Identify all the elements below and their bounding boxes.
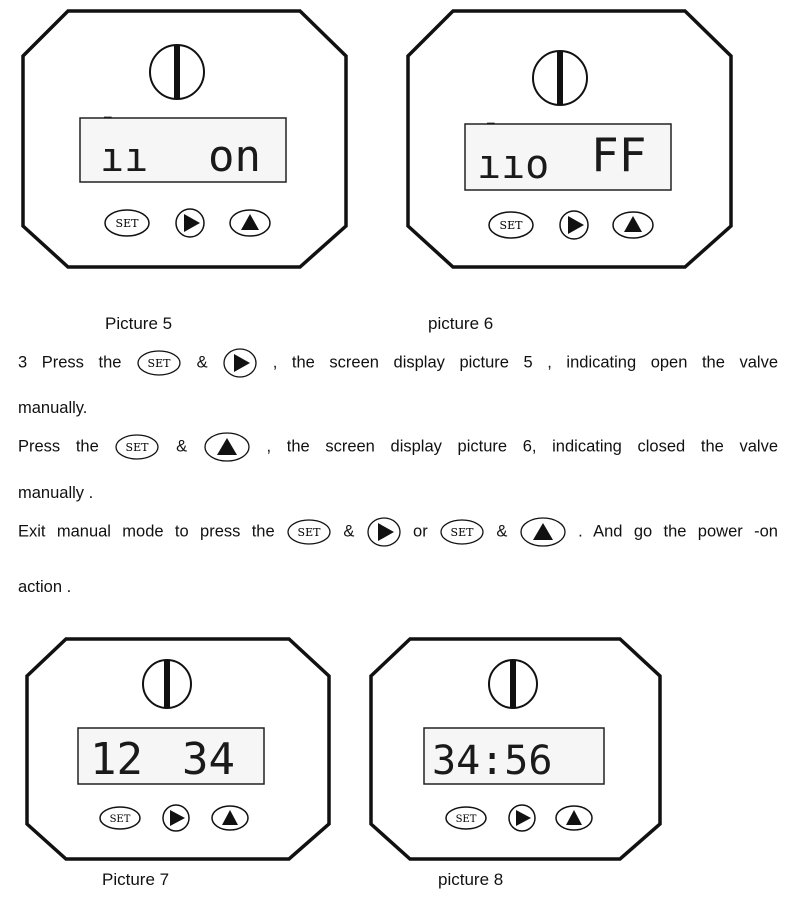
power-knob-icon <box>150 45 204 99</box>
svg-text:SET: SET <box>455 814 477 825</box>
instruction-exit <box>18 516 778 548</box>
device-picture-7 <box>24 636 334 862</box>
ampersand: & <box>196 353 208 372</box>
instruction-exit-cont: action . <box>18 578 72 596</box>
device-picture-8 <box>368 636 664 862</box>
instruction-text: , the screen display picture 6, indicating closed the valve <box>266 437 778 456</box>
ampersand: & <box>343 522 355 541</box>
set-button-icon <box>114 433 160 461</box>
caption-picture-5: Picture 5 <box>105 314 173 333</box>
svg-text:SET: SET <box>499 219 523 232</box>
svg-text:SET: SET <box>115 217 139 230</box>
up-arrow-button[interactable] <box>556 806 592 830</box>
set-button-icon <box>136 349 182 377</box>
right-arrow-button[interactable] <box>509 805 535 831</box>
right-arrow-button-icon <box>222 347 258 379</box>
instruction-text: . And go the power -on <box>578 522 778 541</box>
ampersand: & <box>496 522 508 541</box>
or-word: or <box>413 522 428 541</box>
instruction-text: Press the <box>18 437 99 456</box>
instruction-text: 3 Press the <box>18 353 122 372</box>
instruction-text: Exit manual mode to press the <box>18 522 275 541</box>
lcd-right-text: FF <box>591 128 647 182</box>
svg-text:SET: SET <box>126 441 149 454</box>
set-button[interactable] <box>105 210 149 236</box>
instruction-step3 <box>18 347 778 379</box>
set-button[interactable] <box>100 807 140 829</box>
lcd-left-text: 34:56 <box>432 738 553 784</box>
up-arrow-button[interactable] <box>613 212 653 238</box>
lcd-left-text: ııo <box>477 142 550 188</box>
device-picture-5 <box>20 8 350 270</box>
instruction-step3-cont: manually. <box>18 399 88 417</box>
power-knob-icon <box>143 660 191 708</box>
power-knob-icon <box>533 51 587 105</box>
lcd-left-text: 12 <box>90 734 143 785</box>
up-arrow-button[interactable] <box>230 210 270 236</box>
set-button[interactable] <box>489 212 533 238</box>
caption-picture-6: picture 6 <box>428 314 494 333</box>
svg-text:SET: SET <box>109 814 131 825</box>
svg-text:SET: SET <box>450 526 474 539</box>
svg-text:SET: SET <box>297 526 321 539</box>
set-button-icon <box>439 518 485 546</box>
up-arrow-button[interactable] <box>212 806 248 830</box>
caption-picture-7: Picture 7 <box>102 870 170 889</box>
right-arrow-button-icon <box>366 516 402 548</box>
set-button[interactable] <box>446 807 486 829</box>
lcd-right-text: 34 <box>182 734 235 785</box>
right-arrow-button[interactable] <box>560 211 588 239</box>
right-arrow-button[interactable] <box>176 209 204 237</box>
instruction-text: , the screen display picture 5 , indicating open the valve <box>272 353 778 372</box>
svg-text:SET: SET <box>147 357 171 370</box>
power-knob-icon <box>489 660 537 708</box>
up-arrow-button-icon <box>519 516 567 548</box>
instruction-close <box>18 431 778 463</box>
lcd-mark: ¯ <box>100 113 116 143</box>
caption-picture-8: picture 8 <box>438 870 504 889</box>
set-button-icon <box>286 518 332 546</box>
lcd-right-text: on <box>208 131 261 182</box>
lcd-mark: ¯ <box>483 119 499 149</box>
ampersand: & <box>176 437 188 456</box>
right-arrow-button[interactable] <box>163 805 189 831</box>
up-arrow-button-icon <box>203 431 251 463</box>
device-picture-6 <box>405 8 735 270</box>
lcd-left-text: ıı <box>100 135 149 181</box>
instruction-close-cont: manually . <box>18 484 94 502</box>
